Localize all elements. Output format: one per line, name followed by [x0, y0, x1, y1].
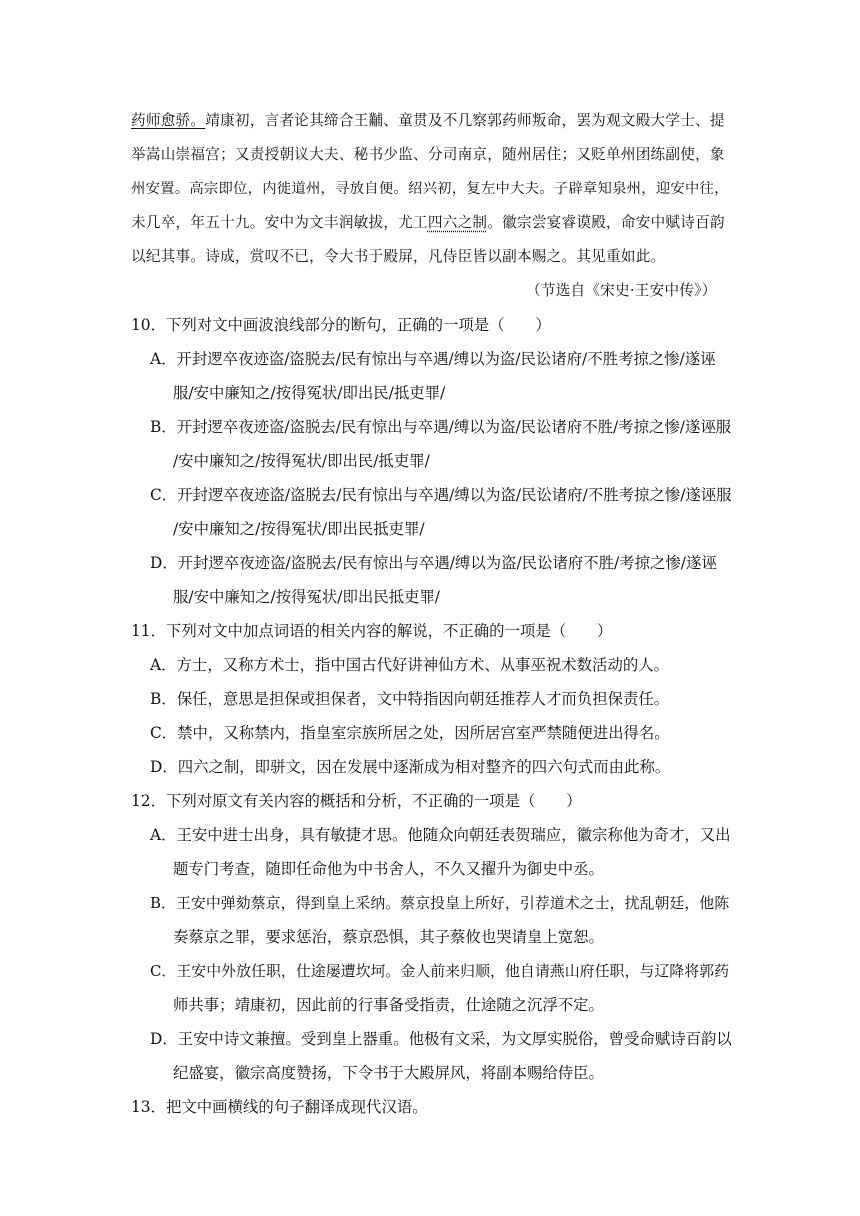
passage-text: 。徽宗尝宴睿谟殿，命安中赋诗百韵: [487, 214, 725, 231]
passage-line-4: [131, 213, 725, 233]
question-11-option-b: B．保任，意思是担保或担保者，文中特指因向朝廷推荐人才而负担保责任。: [150, 690, 670, 708]
passage-line-3: 州安置。高宗即位，内徙道州，寻放自便。绍兴初，复左中大夫。子辟章知泉州，迎安中往，: [131, 181, 729, 197]
question-11-option-a: A．方士，又称方术士，指中国古代好讲神仙方术、从事巫祝术数活动的人。: [150, 656, 670, 674]
question-12-option-c-cont: 师共事；靖康初，因此前的行事备受指责，仕途随之沉浮不定。: [173, 996, 604, 1014]
question-10-option-a-cont: 服/安中廉知之/按得冤状/即出民/抵吏罪/: [173, 384, 446, 402]
question-10-option-c-cont: /安中廉知之/按得冤状/即出民抵吏罪/: [173, 520, 425, 538]
question-12-option-a: A．王安中进士出身，具有敏捷才思。他随众向朝廷表贺瑞应，徽宗称他为奇才，又出: [150, 826, 731, 844]
question-12-option-a-cont: 题专门考查，随即任命他为中书舍人，不久又擢升为御史中丞。: [173, 860, 604, 878]
passage-line-1: [131, 111, 725, 131]
underlined-sentence: 药师愈骄。: [131, 112, 206, 129]
question-10-option-d-cont: 服/安中廉知之/按得冤状/即出民抵吏罪/: [173, 588, 440, 606]
question-10-option-b: B．开封逻卒夜迹盗/盗脱去/民有惊出与卒遇/缚以为盗/民讼诸府不胜/考掠之惨/遂诬服: [150, 418, 732, 436]
passage-line-2: 举嵩山崇福宫；又责授朝议大夫、秘书少监、分司南京，随州居住；又贬单州团练副使，象: [131, 146, 725, 163]
question-10-option-b-cont: /安中廉知之/按得冤状/即出民/抵吏罪/: [173, 452, 430, 470]
question-12-option-d-cont: 纪盛宴，徽宗高度赞扬，下令书于大殿屏风，将副本赐给侍臣。: [173, 1064, 604, 1082]
question-12-option-b-cont: 奏蔡京之罪，要求惩治，蔡京恐惧，其子蔡攸也哭请皇上宽恕。: [173, 928, 604, 946]
question-10-option-a: A．开封逻卒夜迹盗/盗脱去/民有惊出与卒遇/缚以为盗/民讼诸府/不胜考掠之惨/遂诬: [150, 350, 716, 368]
question-12-option-c: C．王安中外放任职，仕途屡遭坎坷。金人前来归顺，他自请燕山府任职，与辽降将郭药: [150, 962, 730, 980]
question-10-option-c: C．开封逻卒夜迹盗/盗脱去/民有惊出与卒遇/缚以为盗/民讼诸府/不胜考掠之惨/遂诬服: [150, 486, 732, 504]
question-11-option-c: C．禁中，又称禁内，指皇室宗族所居之处，因所居宫室严禁随便进出得名。: [150, 724, 670, 742]
question-11-option-d: D．四六之制，即骈文，因在发展中逐渐成为相对整齐的四六句式而由此称。: [150, 758, 671, 776]
passage-text: 未几卒，年五十九。安中为文丰润敏拔，尤工: [131, 214, 428, 231]
passage-text: 靖康初，言者论其缔合王黼、童贯及不几察郭药师叛命，罢为观文殿大学士、提: [205, 112, 725, 129]
question-12-stem: 12．下列对原文有关内容的概括和分析，不正确的一项是（ ）: [131, 792, 582, 810]
question-13-stem: 13．把文中画横线的句子翻译成现代汉语。: [131, 1098, 428, 1116]
question-10-stem: 10．下列对文中画波浪线部分的断句，正确的一项是（ ）: [131, 316, 551, 334]
dotted-term: 四六之制: [427, 214, 488, 231]
question-12-option-b: B．王安中弹劾蔡京，得到皇上采纳。蔡京投皇上所好，引荐道术之士，扰乱朝廷，他陈: [150, 894, 730, 912]
passage-source: （节选自《宋史·王安中传》）: [526, 282, 717, 299]
passage-line-5: 以纪其事。诗成，赏叹不已，令大书于殿屏，凡侍臣皆以副本赐之。其见重如此。: [131, 248, 666, 265]
question-10-option-d: D．开封逻卒夜迹盗/盗脱去/民有惊出与卒遇/缚以为盗/民讼诸府不胜/考掠之惨/遂诬: [150, 554, 717, 572]
question-12-option-d: D．王安中诗文兼擅。受到皇上器重。他极有文采，为文厚实脱俗，曾受命赋诗百韵以: [150, 1030, 732, 1048]
question-11-stem: 11．下列对文中加点词语的相关内容的解说，不正确的一项是（ ）: [131, 622, 613, 640]
